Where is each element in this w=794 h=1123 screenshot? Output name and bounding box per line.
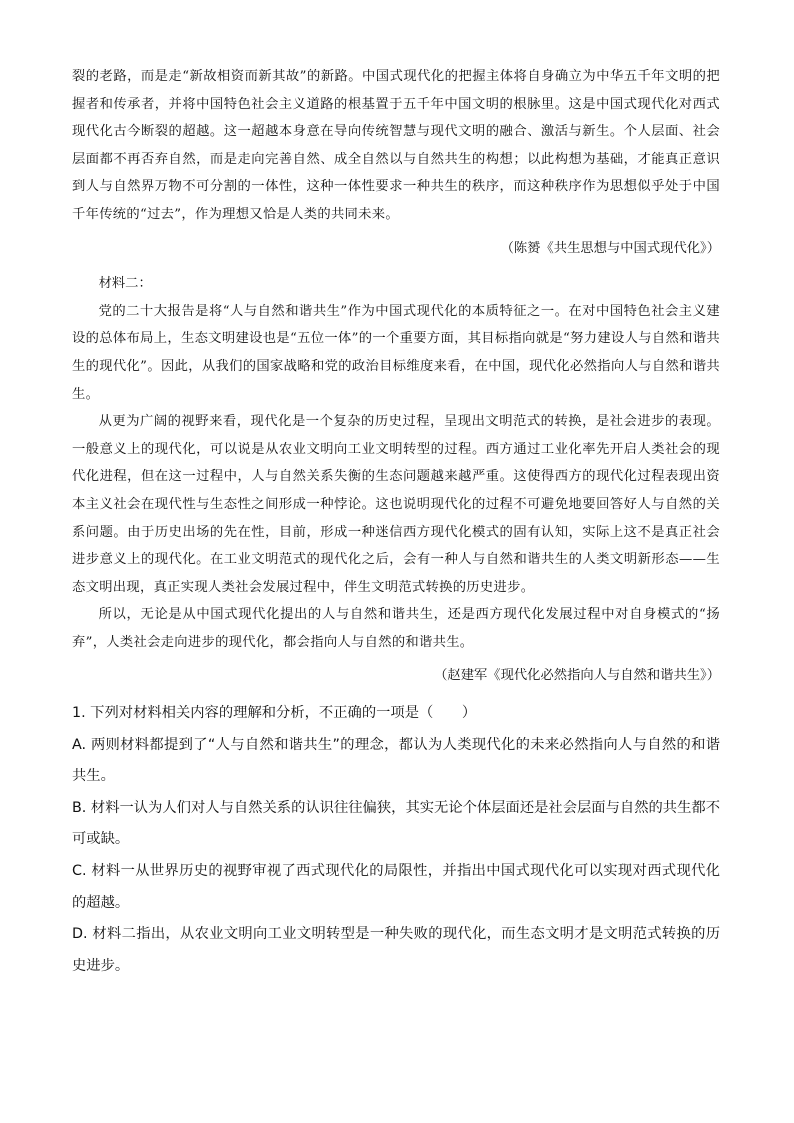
exam-page xyxy=(72,63,720,982)
material-two-paragraph: 党的二十大报告是将“人与自然和谐共生”作为中国式现代化的本质特征之一。在对中国特色社会主义建设的总体布局上，生态文明建设也是“五位一体”的一个重要方面，其目标指向就是“努力建设人与自然和谐共生的现代化”。因此，从我们的国家战略和党的政治目标维度来看，在中国，现代化必然指向人与自然和谐共生。 xyxy=(72,303,720,402)
option-d[interactable]: D. 材料二指出，从农业文明向工业文明转型是一种失败的现代化，而生态文明才是文明范式转换的历史进步。 xyxy=(72,926,720,974)
material-two-heading: 材料二： xyxy=(98,276,152,292)
option-a[interactable]: A. 两则材料都提到了“人与自然和谐共生”的理念，都认为人类现代化的未来必然指向人与自然的和谐共生。 xyxy=(72,736,720,785)
material-two-source: （赵建军《现代化必然指向人与自然和谐共生》） xyxy=(434,668,720,684)
material-one-source: （陈赟《共生思想与中国式现代化》） xyxy=(500,240,720,256)
question-stem: 1. 下列对材料相关内容的理解和分析，不正确的一项是（ ） xyxy=(72,705,477,722)
material-two-paragraph: 从更为广阔的视野来看，现代化是一个复杂的历史过程，呈现出文明范式的转换，是社会进步的表现。一般意义上的现代化，可以说是从农业文明向工业文明转型的过程。西方通过工业化率先开启人类社会的现代化进程，但在这一过程中，人与自然关系失衡的生态问题越来越严重。这使得西方的现代化过程表现出资本主义社会在现代性与生态性之间形成一种悖论。这也说明现代化的过程不可避免地要回答好人与自然的关系问题。由于历史出场的先在性，目前，形成一种迷信西方现代化模式的固有认知，实际上这不是真正社会进步意义上的现代化。在工业文明范式的现代化之后，会有一种人与自然和谐共生的人类文明新形态——生态文明出现，真正实现人类社会发展过程中，伴生文明范式转换的历史进步。 xyxy=(72,414,720,595)
material-one-paragraph: 裂的老路，而是走“新故相资而新其故”的新路。中国式现代化的把握主体将自身确立为中华五千年文明的把握者和传承者，并将中国特色社会主义道路的根基置于五千年中国文明的根脉里。这是中国式现代化对西式现代化古今断裂的超越。这一超越本身意在导向传统智慧与现代文明的融合、激活与新生。个人层面、社会层面都不再否弃自然，而是走向完善自然、成全自然以与自然共生的构想；以此构想为基础，才能真正意识到人与自然界万物不可分割的一体性，这种一体性要求一种共生的秩序，而这种秩序作为思想似乎处于中国千年传统的“过去”，作为理想又恰是人类的共同未来。 xyxy=(72,69,720,222)
material-two-paragraph: 所以，无论是从中国式现代化提出的人与自然和谐共生，还是西方现代化发展过程中对自身模式的“扬弃”，人类社会走向进步的现代化，都会指向人与自然的和谐共生。 xyxy=(72,607,720,650)
option-b[interactable]: B. 材料一认为人们对人与自然关系的认识往往偏狭，其实无论个体层面还是社会层面与自然的共生都不可或缺。 xyxy=(72,799,720,848)
option-c[interactable]: C. 材料一从世界历史的视野审视了西式现代化的局限性，并指出中国式现代化可以实现对西式现代化的超越。 xyxy=(72,863,720,911)
